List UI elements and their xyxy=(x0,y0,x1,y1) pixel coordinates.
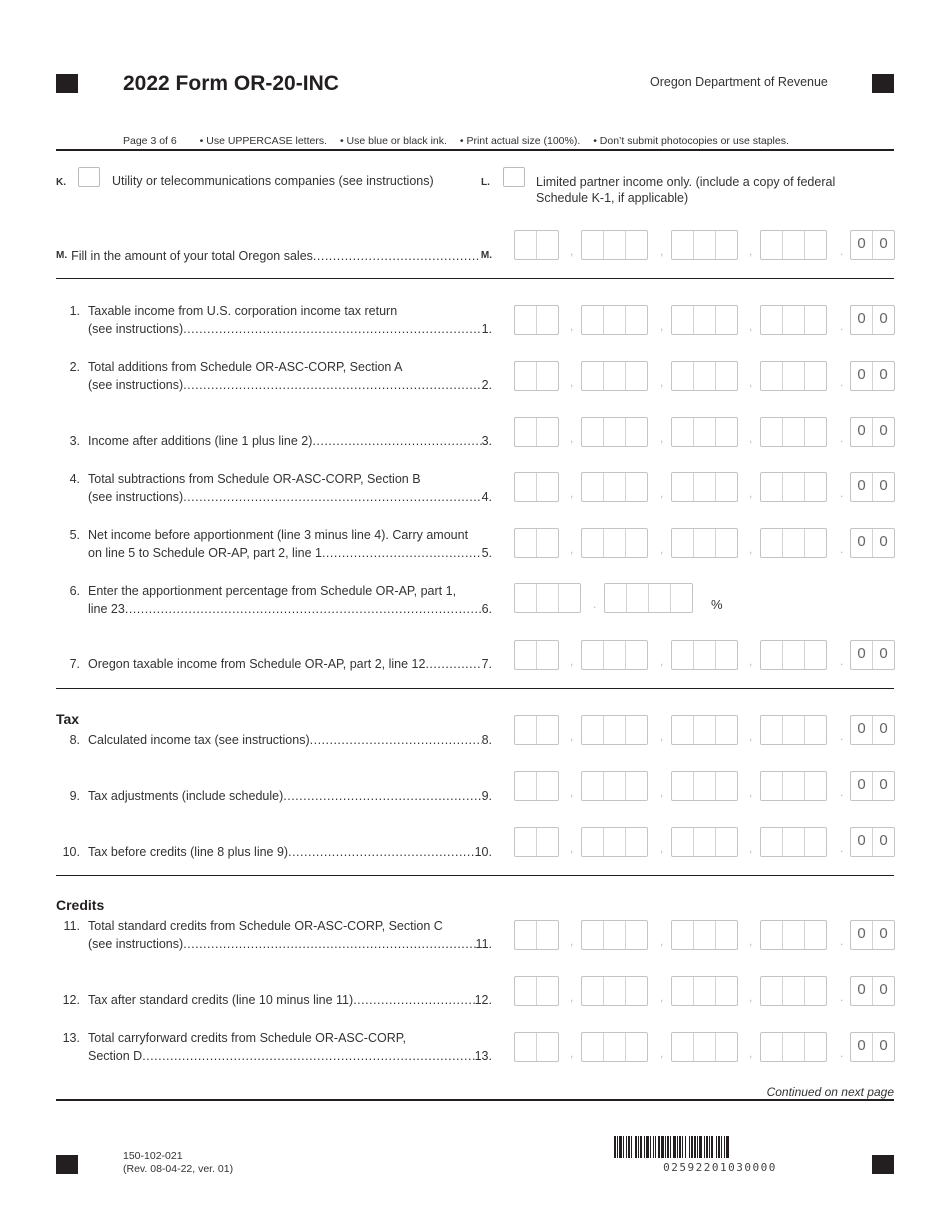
amount-digit-group[interactable] xyxy=(514,920,559,950)
cents-digit: 0 xyxy=(879,533,888,550)
line-number: 13. xyxy=(62,1031,80,1045)
leader-dots xyxy=(288,843,475,861)
amount-digit-group[interactable] xyxy=(581,715,648,745)
thousands-separator: , xyxy=(660,1046,664,1060)
checkbox-l-label-line: Limited partner income only. (include a copy of federal xyxy=(536,175,836,189)
line-number: 2. xyxy=(69,360,80,374)
amount-digit-group[interactable] xyxy=(581,827,648,857)
cents-digit: 0 xyxy=(851,473,873,501)
amount-digit-group[interactable] xyxy=(760,1032,827,1062)
cents-box[interactable] xyxy=(850,1032,895,1062)
line-number: 5. xyxy=(69,528,80,542)
amount-digit-group[interactable] xyxy=(671,361,738,391)
line-text: Net income before apportionment (line 3 minus line 4). Carry amount xyxy=(88,528,469,542)
barcode-bar xyxy=(691,1136,693,1158)
barcode-bar xyxy=(670,1136,671,1158)
line-m-amount-field[interactable] xyxy=(514,230,898,262)
cents-digit: 0 xyxy=(851,977,873,1005)
cents-digit: 0 xyxy=(879,720,888,737)
amount-digit-group[interactable] xyxy=(581,920,648,950)
barcode-bar xyxy=(646,1136,649,1158)
percent-integer-box[interactable] xyxy=(514,583,581,613)
department-name: Oregon Department of Revenue xyxy=(650,75,828,89)
cents-digit: 0 xyxy=(879,235,888,252)
line-12-amount-field[interactable] xyxy=(514,976,898,1008)
line-text: Total subtractions from Schedule OR-ASC-CORP, Section B xyxy=(88,472,421,486)
instruction-item: • Don’t submit photocopies or use staples. xyxy=(593,135,789,147)
amount-digit-group[interactable] xyxy=(514,305,559,335)
registration-mark xyxy=(872,1155,894,1174)
cents-box[interactable] xyxy=(850,305,895,335)
thousands-separator: , xyxy=(660,654,664,668)
line-4-amount-field[interactable] xyxy=(514,472,898,504)
leader-dots xyxy=(312,432,481,450)
line-5-amount-field[interactable] xyxy=(514,528,898,560)
amount-digit-group[interactable] xyxy=(760,472,827,502)
footer-divider xyxy=(56,1099,894,1101)
cents-digit: 0 xyxy=(851,231,873,259)
amount-digit-group[interactable] xyxy=(581,976,648,1006)
cents-box[interactable] xyxy=(850,417,895,447)
line-10-amount-field[interactable] xyxy=(514,827,898,859)
cents-box[interactable] xyxy=(850,827,895,857)
thousands-separator: , xyxy=(570,841,574,855)
cents-digit: 0 xyxy=(851,306,873,334)
line-text: Section D xyxy=(88,1049,143,1063)
leader-dots xyxy=(183,376,481,394)
amount-digit-group[interactable] xyxy=(760,528,827,558)
leader-dots xyxy=(283,787,481,805)
thousands-separator: , xyxy=(749,785,753,799)
barcode-bar xyxy=(679,1136,681,1158)
cents-box[interactable] xyxy=(850,771,895,801)
line-9-amount-field[interactable] xyxy=(514,771,898,803)
line-ref: 10. xyxy=(474,845,492,859)
line-number: 8. xyxy=(69,733,80,747)
line-ref: 8. xyxy=(481,733,492,747)
amount-digit-group[interactable] xyxy=(671,417,738,447)
line-number: 12. xyxy=(62,993,80,1007)
cents-digit: 0 xyxy=(851,418,873,446)
line-number: 6. xyxy=(69,584,80,598)
barcode-bar xyxy=(704,1136,705,1158)
amount-digit-group[interactable] xyxy=(581,305,648,335)
cents-box[interactable] xyxy=(850,715,895,745)
barcode-bar xyxy=(638,1136,639,1158)
amount-digit-group[interactable] xyxy=(581,771,648,801)
amount-digit-group[interactable] xyxy=(581,472,648,502)
thousands-separator: , xyxy=(749,319,753,333)
amount-digit-group[interactable] xyxy=(671,305,738,335)
line-13-amount-field[interactable] xyxy=(514,1032,898,1064)
thousands-separator: , xyxy=(660,990,664,1004)
line-number: 7. xyxy=(69,657,80,671)
amount-digit-group[interactable] xyxy=(760,827,827,857)
thousands-separator: , xyxy=(660,319,664,333)
line-text: on line 5 to Schedule OR-AP, part 2, line 1 xyxy=(88,546,322,560)
cents-digit: 0 xyxy=(851,1033,873,1061)
thousands-separator: , xyxy=(660,934,664,948)
cents-box[interactable] xyxy=(850,361,895,391)
amount-digit-group[interactable] xyxy=(514,771,559,801)
instruction-item: • Print actual size (100%). xyxy=(459,135,581,147)
cents-digit: 0 xyxy=(879,645,888,662)
barcode-number: 02592201030000 xyxy=(663,1161,777,1174)
barcode-bar xyxy=(726,1136,729,1158)
line-ref: 11. xyxy=(475,937,492,951)
amount-digit-group[interactable] xyxy=(671,976,738,1006)
barcode-bar xyxy=(667,1136,669,1158)
line-m-ref: M. xyxy=(480,250,492,261)
registration-mark xyxy=(872,74,894,93)
amount-digit-group[interactable] xyxy=(671,1032,738,1062)
cents-digit: 0 xyxy=(879,1037,888,1054)
barcode-bar xyxy=(711,1136,713,1158)
decimal-separator: . xyxy=(840,654,844,668)
thousands-separator: , xyxy=(570,729,574,743)
form-number: 150-102-021 xyxy=(123,1150,183,1162)
thousands-separator: , xyxy=(749,431,753,445)
amount-digit-group[interactable] xyxy=(760,417,827,447)
amount-digit-group[interactable] xyxy=(671,472,738,502)
thousands-separator: , xyxy=(660,542,664,556)
line-text: Calculated income tax (see instructions) xyxy=(88,733,310,747)
thousands-separator: , xyxy=(570,542,574,556)
leader-dots xyxy=(183,488,481,506)
barcode-bar xyxy=(631,1136,632,1158)
decimal-separator: . xyxy=(840,729,844,743)
line-ref: 2. xyxy=(481,378,492,392)
amount-digit-group[interactable] xyxy=(671,920,738,950)
line-7-amount-field[interactable] xyxy=(514,640,898,672)
barcode-bar xyxy=(677,1136,678,1158)
cents-box[interactable] xyxy=(850,976,895,1006)
line-text: (see instructions) xyxy=(88,378,184,392)
amount-digit-group[interactable] xyxy=(760,361,827,391)
section-heading-tax: Tax xyxy=(56,711,80,727)
line-m-text: Fill in the amount of your total Oregon sales xyxy=(71,249,313,263)
cents-digit: 0 xyxy=(851,828,873,856)
cents-digit: 0 xyxy=(879,832,888,849)
barcode-bar xyxy=(644,1136,645,1158)
line-text: Total standard credits from Schedule OR-ASC-CORP, Section C xyxy=(88,919,443,933)
thousands-separator: , xyxy=(749,841,753,855)
line-ref: 7. xyxy=(481,657,492,671)
thousands-separator: , xyxy=(749,542,753,556)
barcode-bar xyxy=(721,1136,722,1158)
amount-digit-group[interactable] xyxy=(671,715,738,745)
decimal-separator: . xyxy=(840,990,844,1004)
line-text: (see instructions) xyxy=(88,322,184,336)
section-heading-credits: Credits xyxy=(56,897,105,913)
leader-dots xyxy=(322,544,482,562)
checkbox-l-letter: L. xyxy=(481,177,490,188)
barcode-bar xyxy=(665,1136,666,1158)
amount-digit-group[interactable] xyxy=(760,771,827,801)
thousands-separator: , xyxy=(660,841,664,855)
checkbox-l-label-line: Schedule K-1, if applicable) xyxy=(536,191,689,205)
section-divider xyxy=(56,278,894,279)
line-m-prefix: M. xyxy=(56,250,68,261)
thousands-separator: , xyxy=(570,375,574,389)
line-text: line 23 xyxy=(88,602,125,616)
cents-digit: 0 xyxy=(851,641,873,669)
percent-decimal-box[interactable] xyxy=(604,583,693,613)
thousands-separator: , xyxy=(660,486,664,500)
barcode-bar xyxy=(655,1136,656,1158)
decimal-separator: . xyxy=(840,542,844,556)
line-text: (see instructions) xyxy=(88,490,184,504)
checkbox-l-label xyxy=(536,174,835,206)
leader-dots xyxy=(125,600,482,618)
thousands-separator: , xyxy=(749,244,753,258)
amount-digit-group[interactable] xyxy=(514,715,559,745)
amount-digit-group[interactable] xyxy=(671,528,738,558)
instruction-bar xyxy=(123,135,799,147)
barcode-bar xyxy=(699,1136,702,1158)
cents-digit: 0 xyxy=(879,422,888,439)
leader-dots xyxy=(353,991,474,1009)
decimal-separator: . xyxy=(840,244,844,258)
decimal-separator: . xyxy=(840,486,844,500)
barcode-bar xyxy=(673,1136,676,1158)
cents-digit: 0 xyxy=(851,921,873,949)
barcode-bar xyxy=(619,1136,622,1158)
leader-dots xyxy=(425,655,481,673)
checkbox-k-label: Utility or telecommunications companies (see instructions) xyxy=(112,174,434,188)
cents-box[interactable] xyxy=(850,920,895,950)
decimal-separator: . xyxy=(840,431,844,445)
cents-box[interactable] xyxy=(850,640,895,670)
decimal-separator: . xyxy=(840,785,844,799)
thousands-separator: , xyxy=(660,244,664,258)
line-6-percent-field[interactable] xyxy=(514,583,744,615)
barcode-bar xyxy=(635,1136,637,1158)
line-1-amount-field[interactable] xyxy=(514,305,898,337)
line-text: Enter the apportionment percentage from Schedule OR-AP, part 1, xyxy=(88,584,457,598)
line-ref: 12. xyxy=(474,993,492,1007)
line-3-amount-field[interactable] xyxy=(514,417,898,449)
thousands-separator: , xyxy=(660,785,664,799)
registration-mark xyxy=(56,1155,78,1174)
line-ref: 9. xyxy=(481,789,492,803)
cents-digit: 0 xyxy=(851,716,873,744)
thousands-separator: , xyxy=(570,1046,574,1060)
line-text: Total additions from Schedule OR-ASC-CORP, Section A xyxy=(88,360,403,374)
instruction-item: • Use blue or black ink. xyxy=(339,135,447,147)
line-text: Tax adjustments (include schedule) xyxy=(88,789,284,803)
line-8-amount-field[interactable] xyxy=(514,715,898,747)
amount-digit-group[interactable] xyxy=(671,771,738,801)
thousands-separator: , xyxy=(570,785,574,799)
barcode-bar xyxy=(623,1136,624,1158)
form-id-block xyxy=(123,1150,233,1176)
section-divider xyxy=(56,688,894,689)
amount-digit-group[interactable] xyxy=(514,230,559,260)
line-number: 1. xyxy=(69,304,80,318)
line-number: 4. xyxy=(69,472,80,486)
amount-digit-group[interactable] xyxy=(581,361,648,391)
percent-sign: % xyxy=(711,597,723,612)
line-2-amount-field[interactable] xyxy=(514,361,898,393)
checkbox-k-letter: K. xyxy=(56,177,66,188)
leader-dots xyxy=(183,320,481,338)
checkbox-l[interactable] xyxy=(503,167,525,187)
amount-digit-group[interactable] xyxy=(760,640,827,670)
section-divider xyxy=(56,875,894,876)
thousands-separator: , xyxy=(749,990,753,1004)
amount-digit-group[interactable] xyxy=(581,1032,648,1062)
cents-digit: 0 xyxy=(851,362,873,390)
line-ref: 3. xyxy=(481,434,492,448)
thousands-separator: , xyxy=(570,990,574,1004)
line-ref: 5. xyxy=(481,546,492,560)
thousands-separator: , xyxy=(660,431,664,445)
barcode-bar xyxy=(694,1136,696,1158)
line-number: 9. xyxy=(69,789,80,803)
leader-dots xyxy=(310,731,482,749)
decimal-separator: . xyxy=(840,1046,844,1060)
form-revision: (Rev. 08-04-22, ver. 01) xyxy=(123,1163,234,1175)
barcode-bar xyxy=(689,1136,690,1158)
barcode-bar xyxy=(697,1136,698,1158)
line-ref: 13. xyxy=(474,1049,492,1063)
barcode-bar xyxy=(650,1136,651,1158)
barcode-bar xyxy=(640,1136,642,1158)
thousands-separator: , xyxy=(660,375,664,389)
barcode-bar xyxy=(718,1136,720,1158)
thousands-separator: , xyxy=(570,934,574,948)
thousands-separator: , xyxy=(749,934,753,948)
barcode-bar xyxy=(626,1136,627,1158)
amount-digit-group[interactable] xyxy=(760,976,827,1006)
thousands-separator: , xyxy=(749,375,753,389)
cents-digit: 0 xyxy=(879,366,888,383)
amount-digit-group[interactable] xyxy=(671,827,738,857)
line-number: 3. xyxy=(69,434,80,448)
thousands-separator: , xyxy=(749,1046,753,1060)
amount-digit-group[interactable] xyxy=(760,715,827,745)
line-text: Tax after standard credits (line 10 minus line 11) xyxy=(88,993,354,1007)
amount-digit-group[interactable] xyxy=(760,230,827,260)
barcode-bar xyxy=(661,1136,664,1158)
thousands-separator: , xyxy=(570,486,574,500)
line-ref: 1. xyxy=(481,322,492,336)
line-text: Total carryforward credits from Schedule OR-ASC-CORP, xyxy=(88,1031,406,1045)
amount-digit-group[interactable] xyxy=(671,640,738,670)
cents-box[interactable] xyxy=(850,472,895,502)
thousands-separator: , xyxy=(570,319,574,333)
thousands-separator: , xyxy=(749,486,753,500)
cents-digit: 0 xyxy=(879,925,888,942)
continued-note: Continued on next page xyxy=(766,1085,894,1099)
barcode-bar xyxy=(685,1136,686,1158)
amount-digit-group[interactable] xyxy=(581,417,648,447)
thousands-separator: , xyxy=(570,244,574,258)
cents-box[interactable] xyxy=(850,528,895,558)
amount-digit-group[interactable] xyxy=(514,361,559,391)
amount-digit-group[interactable] xyxy=(514,640,559,670)
form-title: 2022 Form OR-20-INC xyxy=(123,72,339,95)
barcode-bar xyxy=(724,1136,725,1158)
cents-digit: 0 xyxy=(879,310,888,327)
amount-digit-group[interactable] xyxy=(514,1032,559,1062)
thousands-separator: , xyxy=(570,654,574,668)
amount-digit-group[interactable] xyxy=(514,472,559,502)
decimal-separator: . xyxy=(840,375,844,389)
decimal-separator: . xyxy=(840,841,844,855)
amount-digit-group[interactable] xyxy=(760,305,827,335)
barcode xyxy=(614,1136,826,1158)
line-text: (see instructions) xyxy=(88,937,184,951)
amount-digit-group[interactable] xyxy=(760,920,827,950)
barcode-bar xyxy=(709,1136,710,1158)
cents-digit: 0 xyxy=(851,529,873,557)
barcode-bar xyxy=(658,1136,660,1158)
barcode-bar xyxy=(716,1136,717,1158)
barcode-bar xyxy=(614,1136,616,1158)
amount-digit-group[interactable] xyxy=(671,230,738,260)
barcode-bar xyxy=(628,1136,630,1158)
line-11-amount-field[interactable] xyxy=(514,920,898,952)
line-ref: 4. xyxy=(481,490,492,504)
amount-digit-group[interactable] xyxy=(514,976,559,1006)
amount-digit-group[interactable] xyxy=(514,827,559,857)
cents-digit: 0 xyxy=(879,981,888,998)
leader-dots xyxy=(313,247,481,265)
decimal-separator: . xyxy=(593,597,597,611)
amount-digit-group[interactable] xyxy=(514,417,559,447)
instruction-item: • Use UPPERCASE letters. xyxy=(199,135,328,147)
decimal-separator: . xyxy=(840,934,844,948)
registration-mark xyxy=(56,74,78,93)
barcode-bar xyxy=(617,1136,618,1158)
amount-digit-group[interactable] xyxy=(581,230,648,260)
cents-box[interactable] xyxy=(850,230,895,260)
line-text: Income after additions (line 1 plus line 2) xyxy=(88,434,313,448)
thousands-separator: , xyxy=(660,729,664,743)
thousands-separator: , xyxy=(570,431,574,445)
page-indicator: Page 3 of 6 xyxy=(123,135,177,147)
thousands-separator: , xyxy=(749,654,753,668)
line-m-label xyxy=(56,247,492,265)
line-text: Oregon taxable income from Schedule OR-AP, part 2, line 12 xyxy=(88,657,426,671)
cents-digit: 0 xyxy=(879,776,888,793)
line-text: Tax before credits (line 8 plus line 9) xyxy=(88,845,289,859)
line-number: 10. xyxy=(62,845,80,859)
thousands-separator: , xyxy=(749,729,753,743)
barcode-bar xyxy=(682,1136,683,1158)
amount-digit-group[interactable] xyxy=(581,528,648,558)
barcode-bar xyxy=(653,1136,654,1158)
decimal-separator: . xyxy=(840,319,844,333)
line-ref: 6. xyxy=(481,602,492,616)
checkbox-k[interactable] xyxy=(78,167,100,187)
leader-dots xyxy=(183,935,475,953)
line-text: Taxable income from U.S. corporation income tax return xyxy=(88,304,398,318)
header-divider xyxy=(56,149,894,151)
cents-digit: 0 xyxy=(879,477,888,494)
amount-digit-group[interactable] xyxy=(581,640,648,670)
leader-dots xyxy=(142,1047,474,1065)
line-number: 11. xyxy=(63,919,80,933)
barcode-bar xyxy=(706,1136,708,1158)
cents-digit: 0 xyxy=(851,772,873,800)
amount-digit-group[interactable] xyxy=(514,528,559,558)
